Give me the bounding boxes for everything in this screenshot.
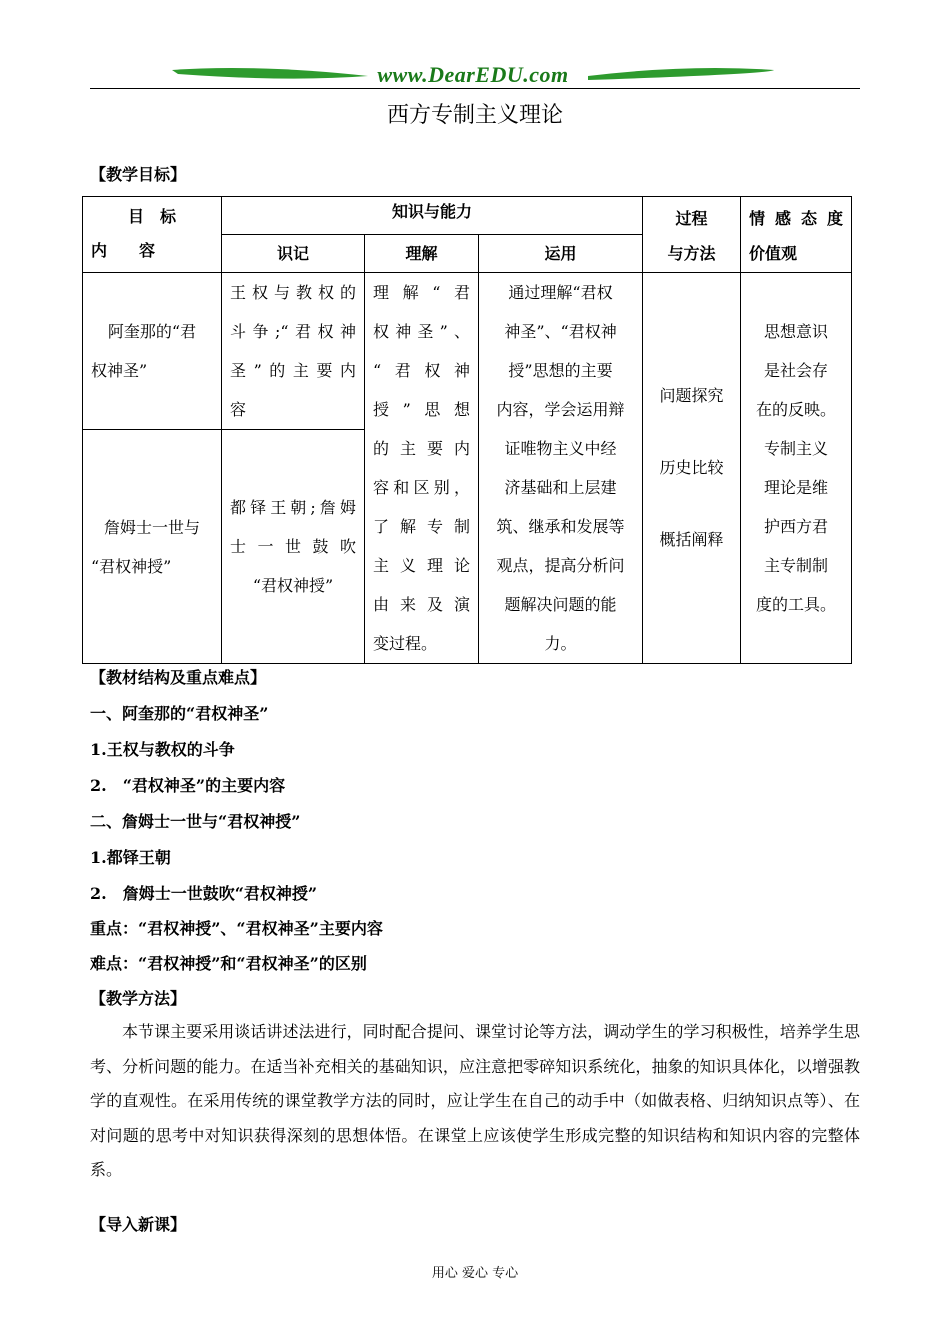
- header-goal-bottom: 内 容: [91, 240, 156, 260]
- structure-line: 1.都铎王朝: [90, 848, 171, 867]
- section-heading-method: 【教学方法】: [90, 989, 187, 1008]
- apply-line: 通过理解“君权: [508, 283, 613, 302]
- row2-recall-line: “君权神授”: [252, 576, 334, 596]
- emotion-line: 理论是维: [764, 478, 829, 497]
- structure-line: 2. 詹姆士一世鼓吹“君权神授”: [90, 884, 318, 903]
- apply-line: 力。: [544, 634, 577, 653]
- header-goal-top: 目 标: [127, 206, 176, 226]
- header-emotion-line2: 价值观: [749, 244, 798, 263]
- row1-name-line2: 权神圣”: [91, 361, 148, 381]
- structure-line: 二、詹姆士一世与“君权神授”: [90, 812, 301, 831]
- key-point-line: 重点：“君权神授”、“君权神圣”主要内容: [90, 919, 383, 938]
- document-title: 西方专制主义理论: [386, 103, 563, 128]
- method-paragraph: 本节课主要采用谈话讲述法进行，同时配合提问、课堂讨论等方法，调动学生的学习积极性，培养学生思考、分析问题的能力。在适当补充相关的基础知识，应注意把零碎知识系统化，抽象的知识具体化，以增强教学的直观性。在采用传统的课堂教学方法的同时，应让学生在自己的动手中（如做表格、归纳知识点等）、在对问题的思考中对知识获得深刻的思想体悟。在课堂上应该使学生形成完整的知识结构和知识内容的完整体系。: [90, 1022, 860, 1179]
- row2-recall: [222, 430, 365, 664]
- row1-recall-line: 圣”的主要内: [230, 361, 356, 380]
- structure-line: 1.王权与教权的斗争: [90, 740, 235, 759]
- process-item: 概括阐释: [659, 530, 724, 549]
- header-recall: 识记: [222, 235, 365, 273]
- row1-recall-line: 斗争;“君权神: [230, 322, 356, 341]
- emotion-line: 是社会存: [764, 361, 829, 380]
- understand-line: “君权神: [373, 361, 470, 380]
- structure-line: 一、阿奎那的“君权神圣”: [90, 704, 269, 723]
- header-goal-content: [83, 197, 222, 273]
- understand-line: 容和区别，: [373, 478, 470, 497]
- emotion-line: 主专制制: [764, 556, 829, 575]
- logo-text: www.DearEDU.com: [377, 62, 569, 87]
- header-emotion: [741, 197, 852, 273]
- header-emotion-line1: 情感态度: [749, 209, 844, 228]
- header-knowledge: 知识与能力: [222, 197, 643, 235]
- understand-line: 理解“君: [373, 283, 470, 302]
- row2-name-line1: 詹姆士一世与: [103, 517, 200, 537]
- section-heading-goals: 【教学目标】: [90, 165, 187, 184]
- row1-name: [83, 273, 222, 430]
- row1-recall: [222, 273, 365, 430]
- apply-line: 神圣”、“君权神: [504, 322, 617, 341]
- header-rule: [90, 88, 860, 89]
- apply-line: 授”思想的主要: [508, 361, 613, 380]
- row1-recall-line: 王权与教权的: [230, 283, 356, 302]
- process-cell: [643, 273, 741, 664]
- section-heading-structure: 【教材结构及重点难点】: [90, 668, 267, 687]
- site-logo[interactable]: [168, 60, 778, 88]
- emotion-line: 度的工具。: [756, 595, 837, 614]
- header-understand: 理解: [365, 235, 479, 273]
- structure-line: 2. “君权神圣”的主要内容: [90, 776, 286, 795]
- understand-line: 授”思想: [373, 400, 470, 419]
- header-process-line2: 与方法: [667, 244, 716, 263]
- apply-line: 证唯物主义中经: [504, 439, 617, 458]
- header-apply: 运用: [479, 235, 643, 273]
- emotion-line: 护西方君: [764, 517, 829, 536]
- understand-line: 主义理论: [373, 556, 470, 575]
- emotion-line: 在的反映。: [756, 400, 837, 419]
- process-item: 历史比较: [659, 458, 724, 477]
- row2-name-line2: “君权神授”: [91, 556, 172, 576]
- row2-name: [83, 430, 222, 664]
- apply-line: 观点，提高分析问: [496, 556, 625, 575]
- apply-line: 济基础和上层建: [504, 478, 617, 497]
- emotion-cell: [741, 273, 852, 664]
- header-process-line1: 过程: [675, 209, 708, 228]
- understand-line: 由来及演: [373, 595, 470, 614]
- understand-line: 了解专制: [373, 517, 470, 536]
- understand-line: 的主要内: [373, 439, 470, 458]
- emotion-line: 专制主义: [764, 439, 829, 458]
- apply-line: 内容，学会运用辩: [496, 400, 625, 419]
- emotion-line: 思想意识: [764, 322, 829, 341]
- apply-cell: [479, 273, 643, 664]
- apply-line: 题解决问题的能: [504, 595, 617, 614]
- understand-line: 权神圣”、: [373, 322, 470, 341]
- row2-recall-line: 都铎王朝;詹姆: [230, 498, 356, 518]
- section-heading-intro: 【导入新课】: [90, 1215, 187, 1234]
- difficulty-line: 难点：“君权神授”和“君权神圣”的区别: [90, 954, 367, 973]
- row1-name-line1: 阿奎那的“君: [107, 322, 197, 342]
- goals-table: [82, 196, 852, 664]
- process-item: 问题探究: [659, 386, 724, 405]
- row2-recall-line: 士一世鼓吹: [230, 537, 356, 557]
- page-footer: 用心 爱心 专心: [431, 1266, 519, 1281]
- understand-line: 变过程。: [373, 634, 438, 653]
- understand-cell: [365, 273, 479, 664]
- row1-recall-line: 容: [230, 400, 247, 419]
- header-process: [643, 197, 741, 273]
- apply-line: 筑、继承和发展等: [496, 517, 625, 536]
